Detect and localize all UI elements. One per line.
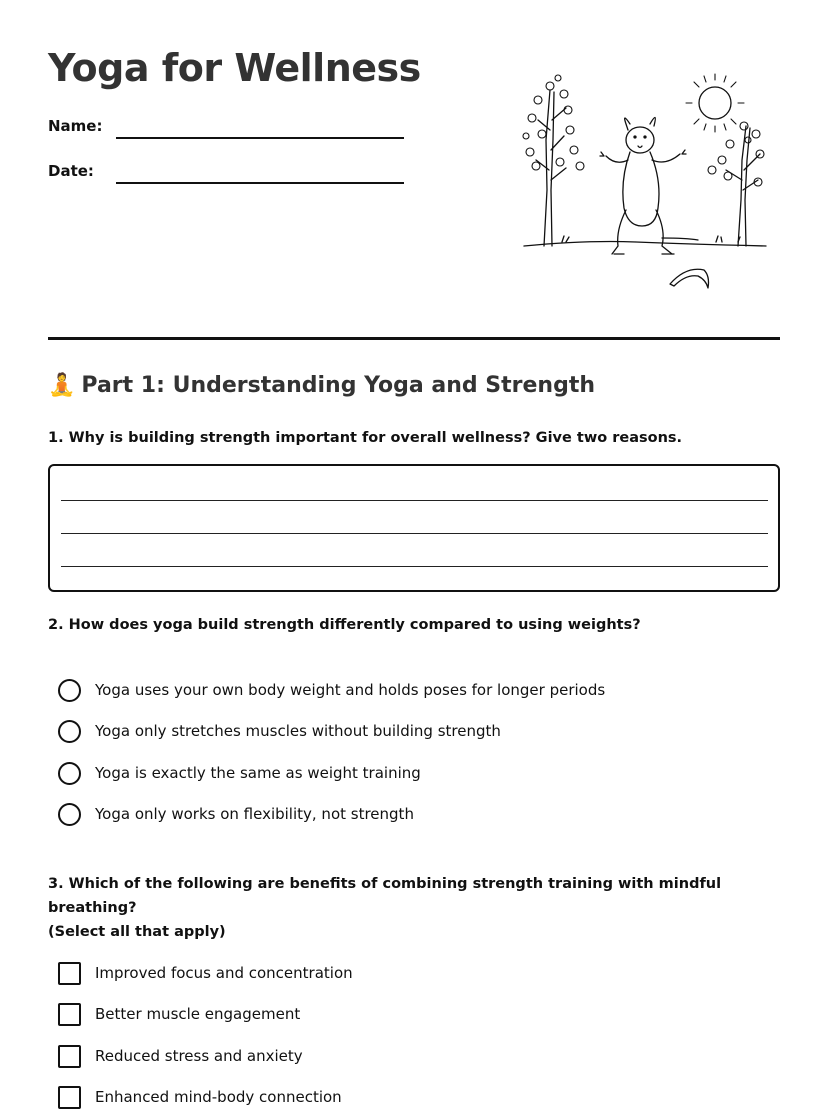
radio-button[interactable] bbox=[58, 803, 81, 826]
option-label: Better muscle engagement bbox=[95, 1005, 301, 1023]
checkbox[interactable] bbox=[58, 1045, 81, 1068]
worksheet-title: Yoga for Wellness bbox=[48, 46, 421, 90]
q2-option-1[interactable] bbox=[58, 678, 605, 702]
option-label: Reduced stress and anxiety bbox=[95, 1047, 303, 1065]
kangaroo-illustration-icon bbox=[516, 70, 772, 292]
question-3 bbox=[48, 872, 788, 944]
date-label: Date: bbox=[48, 162, 94, 180]
option-label: Yoga is exactly the same as weight training bbox=[95, 764, 421, 782]
part1-heading bbox=[48, 373, 595, 398]
checkbox[interactable] bbox=[58, 1003, 81, 1026]
question-1: 1. Why is building strength important for overall wellness? Give two reasons. bbox=[48, 430, 683, 446]
option-label: Yoga only stretches muscles without building strength bbox=[95, 722, 501, 740]
option-label: Improved focus and concentration bbox=[95, 964, 353, 982]
checkbox[interactable] bbox=[58, 1086, 81, 1109]
answer-line[interactable] bbox=[61, 533, 768, 534]
question-2: 2. How does yoga build strength differently compared to using weights? bbox=[48, 617, 641, 633]
date-field[interactable] bbox=[116, 182, 404, 184]
q2-option-3[interactable] bbox=[58, 761, 421, 785]
name-label: Name: bbox=[48, 117, 103, 135]
q3-option-4[interactable] bbox=[58, 1085, 342, 1109]
radio-button[interactable] bbox=[58, 762, 81, 785]
q3-option-1[interactable] bbox=[58, 961, 353, 985]
q2-option-2[interactable] bbox=[58, 719, 501, 743]
option-label: Enhanced mind-body connection bbox=[95, 1088, 342, 1106]
radio-button[interactable] bbox=[58, 679, 81, 702]
option-label: Yoga uses your own body weight and holds poses for longer periods bbox=[95, 681, 606, 699]
question-1-answer-box[interactable] bbox=[48, 464, 780, 592]
q3-option-2[interactable] bbox=[58, 1002, 300, 1026]
section-divider bbox=[48, 337, 780, 340]
option-label: Yoga only works on flexibility, not strength bbox=[95, 805, 414, 823]
name-field[interactable] bbox=[116, 137, 404, 139]
q3-option-3[interactable] bbox=[58, 1044, 303, 1068]
part1-title: Part 1: Understanding Yoga and Strength bbox=[81, 373, 596, 398]
checkbox[interactable] bbox=[58, 962, 81, 985]
answer-line[interactable] bbox=[61, 500, 768, 501]
answer-line[interactable] bbox=[61, 566, 768, 567]
radio-button[interactable] bbox=[58, 720, 81, 743]
q2-option-4[interactable] bbox=[58, 802, 414, 826]
question-3-instruction: (Select all that apply) bbox=[48, 924, 226, 940]
question-3-text: 3. Which of the following are benefits of combining strength training with mindful breathing? bbox=[48, 876, 722, 916]
meditation-emoji-icon: 🧘 bbox=[48, 373, 76, 398]
